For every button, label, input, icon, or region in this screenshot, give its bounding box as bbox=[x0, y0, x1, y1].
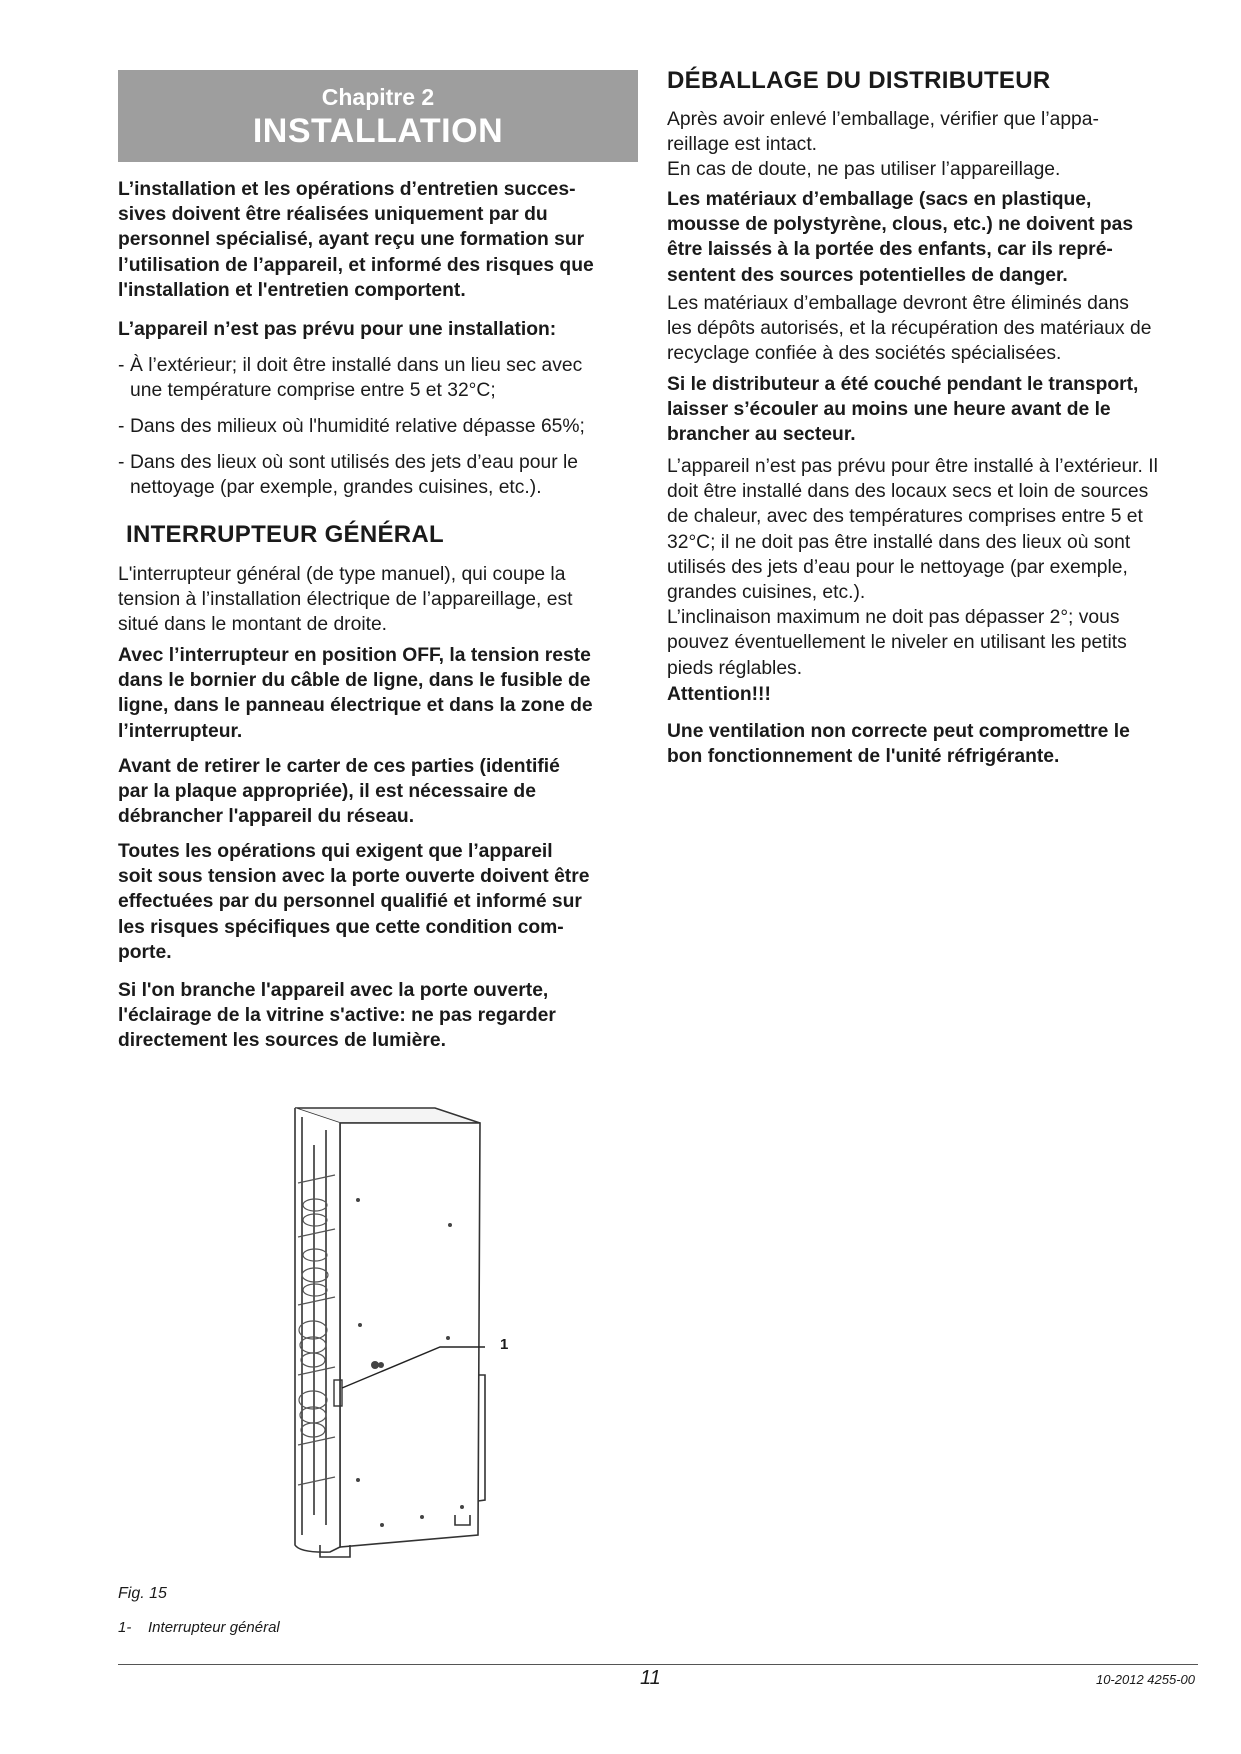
vending-machine-figure bbox=[280, 1105, 600, 1565]
figure-legend: 1- Interrupteur général bbox=[118, 1619, 280, 1636]
operations-warning: Toutes les opérations qui exigent que l’appareil soit sous tension avec la porte ouverte doivent être effectuées par du personnel qualifié et informé sur les risques spécifiques que cette condition com- porte. bbox=[118, 841, 590, 963]
unpack-heading: DÉBALLAGE DU DISTRIBUTEUR bbox=[667, 67, 1051, 94]
unpack-description: Après avoir enlevé l’emballage, vérifier que l’appa- reillage est intact. En cas de doute, ne pas utiliser l’appareillage. bbox=[667, 109, 1099, 181]
footer-divider bbox=[118, 1664, 1198, 1665]
off-warning: Avec l’interrupteur en position OFF, la tension reste dans le bornier du câble de ligne, dans le fusible de ligne, dans le panneau électrique et dans la zone de l’interrupteur. bbox=[118, 645, 593, 742]
chapter-number: Chapitre 2 bbox=[321, 84, 435, 110]
figure-label: Fig. 15 bbox=[118, 1585, 167, 1602]
list-item: - Dans des milieux où l'humidité relative dépasse 65%; bbox=[118, 416, 585, 437]
materials-warning: Les matériaux d’emballage (sacs en plastique, mousse de polystyrène, clous, etc.) ne doivent pas être laissés à la portée des enfants, car ils repré- sentent des sources potentielles de danger. bbox=[667, 189, 1134, 286]
page-number: 11 bbox=[640, 1667, 661, 1689]
vending-machine-illustration bbox=[280, 1105, 600, 1565]
attention-label: Attention!!! bbox=[667, 684, 771, 705]
chapter-banner bbox=[118, 70, 638, 162]
callout-number: 1 bbox=[500, 1336, 509, 1353]
switch-heading: INTERRUPTEUR GÉNÉRAL bbox=[126, 521, 445, 548]
materials-disposal: Les matériaux d’emballage devront être éliminés dans les dépôts autorisés, et la récupération des matériaux de recyclage confiée à des sociétés spécialisées. bbox=[667, 293, 1152, 365]
carter-warning: Avant de retirer le carter de ces parties (identifié par la plaque appropriée), il est nécessaire de débrancher l'appareil du réseau. bbox=[118, 756, 560, 828]
transport-warning: Si le distributeur a été couché pendant le transport, laisser s’écouler au moins une heure avant de le brancher au secteur. bbox=[667, 374, 1139, 446]
switch-description: L'interrupteur général (de type manuel), qui coupe la tension à l’installation électrique de l’appareillage, est situé dans le montant de droite. bbox=[118, 564, 573, 636]
list-item: - À l’extérieur; il doit être installé dans un lieu sec avec une température comprise entre 5 et 32°C; bbox=[118, 355, 583, 402]
outdoor-description: L’appareil n’est pas prévu pour être installé à l’extérieur. Il doit être installé dans des locaux secs et loin de sources de chaleur, avec des températures comprises entre 5 et 32°C; il ne doit pas être installé dans des lieux où sont utilisés des jets d’eau pour le nettoyage (par exemple, grandes cuisines, etc.). L’inclinaison maximum ne doit pas dépasser 2°; vous pouvez éventuellement le niveler en utilisant les petits pieds réglables. bbox=[667, 456, 1158, 679]
ventilation-warning: Une ventilation non correcte peut compromettre le bon fonctionnement de l'unité réfrigérante. bbox=[667, 721, 1130, 768]
document-reference: 10-2012 4255-00 bbox=[1095, 1672, 1195, 1687]
intro-warning: L’installation et les opérations d’entretien succes- sives doivent être réalisées uniquement par du personnel spécialisé, ayant reçu une formation sur l’utilisation de l’appareil, et informé des risques que l'installation et l'entretien comportent. bbox=[118, 179, 594, 301]
chapter-title: INSTALLATION bbox=[252, 112, 504, 150]
light-warning: Si l'on branche l'appareil avec la porte ouverte, l'éclairage de la vitrine s'active: ne pas regarder directement les sources de lumière. bbox=[118, 980, 556, 1052]
not-for-label: L’appareil n’est pas prévu pour une installation: bbox=[118, 319, 557, 340]
list-item: - Dans des lieux où sont utilisés des jets d’eau pour le nettoyage (par exemple, grandes cuisines, etc.). bbox=[118, 452, 579, 499]
